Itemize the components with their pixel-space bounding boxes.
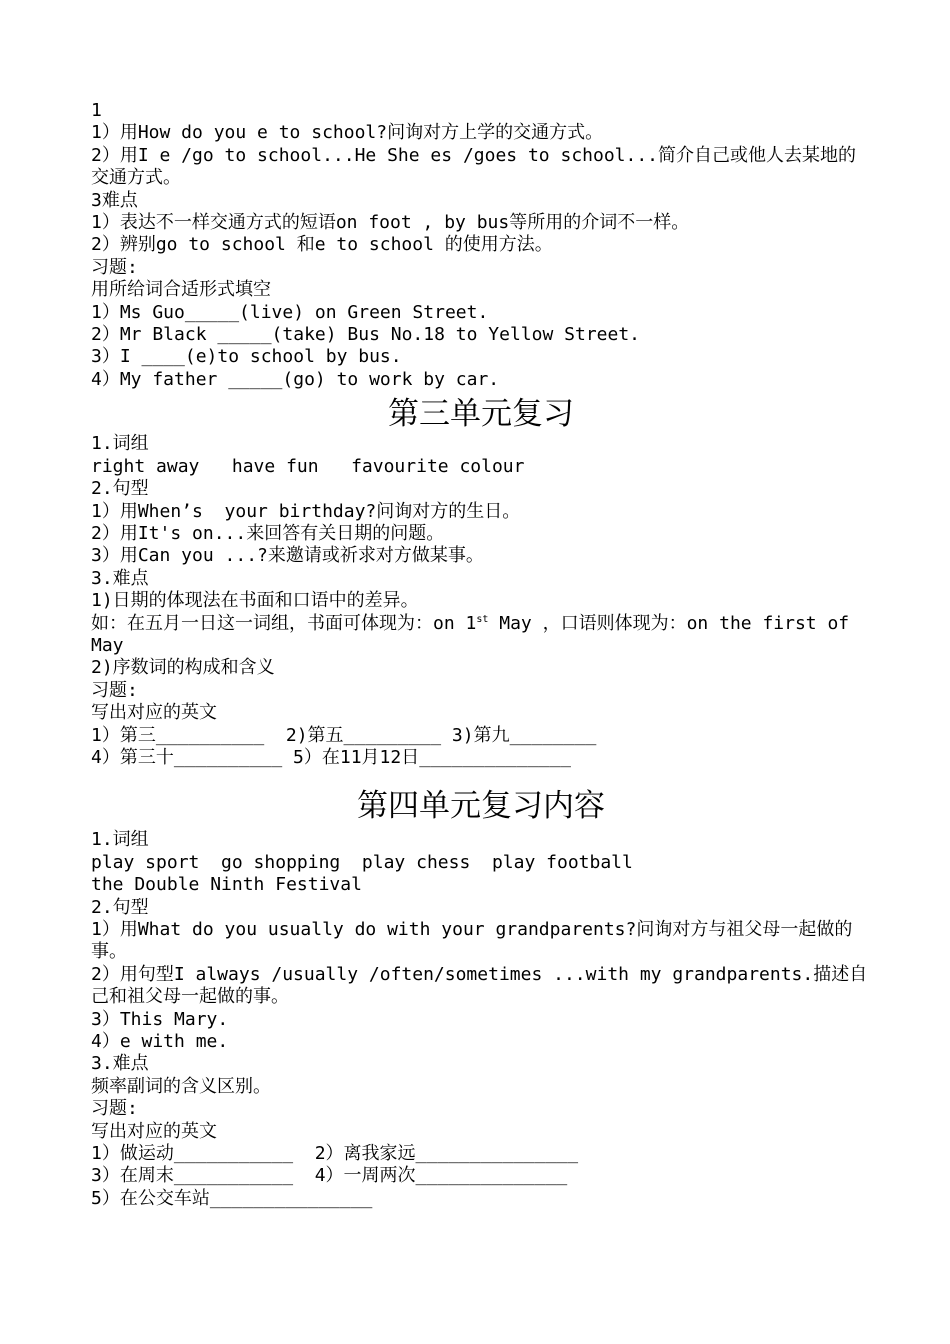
exercise-item: 3）I ____(e)to school by bus. — [91, 346, 402, 368]
exercise-instruction: 用所给词合适形式填空 — [91, 279, 271, 301]
phrases-title: 1.词组 — [91, 829, 149, 851]
sentence-pattern-1: 1）用What do you usually do with your grandparents?问询对方与祖父母一起做的事。 — [91, 919, 853, 963]
exercise-row: 3）在周末___________ 4）一周两次______________ — [91, 1165, 568, 1187]
exercise-row: 1）做运动___________ 2）离我家远_______________ — [91, 1143, 579, 1165]
exercise-row: 1）第三__________ 2)第五_________ 3)第九________ — [91, 724, 597, 746]
exercise-title: 习题: — [91, 679, 138, 701]
difficulty-title: 3.难点 — [91, 1053, 149, 1075]
exercise-instruction: 写出对应的英文 — [91, 702, 217, 724]
sentence-pattern-1: 1）用How do you e to school?问询对方上学的交通方式。 — [91, 122, 604, 144]
sentence-pattern-2: 2）用It's on...来回答有关日期的问题。 — [91, 522, 445, 544]
exercise-item: 2）Mr Black _____(take) Bus No.18 to Yellow Street. — [91, 324, 641, 346]
ordinal-superscript: st — [476, 613, 489, 625]
exercise-title: 习题: — [91, 1098, 138, 1120]
example-text: May ，口语则体现为：on the first of May — [91, 612, 860, 656]
exercise-row: 5）在公交车站_______________ — [91, 1187, 373, 1209]
sentence-pattern-3: 3）用Can you ...?来邀请或祈求对方做某事。 — [91, 545, 484, 567]
sentence-pattern-1: 1）用When’s your birthday?问询对方的生日。 — [91, 500, 521, 522]
difficulty-1: 1)日期的体现法在书面和口语中的差异。 — [91, 590, 419, 612]
exercise-title: 习题: — [91, 256, 138, 278]
exercise-row: 4）第三十__________ 5）在11月12日______________ — [91, 746, 571, 768]
difficulty-example — [91, 613, 871, 658]
phrases-list: the Double Ninth Festival — [91, 874, 362, 896]
difficulty-2: 2）辨别go to school 和e to school 的使用方法。 — [91, 234, 553, 256]
document-page — [91, 100, 871, 1210]
example-text: 如：在五月一日这一词组，书面可体现为：on 1 — [91, 612, 477, 634]
phrases-list: right away have fun favourite colour — [91, 455, 525, 477]
patterns-title: 2.句型 — [91, 478, 149, 500]
difficulty-2: 2)序数词的构成和含义 — [91, 657, 275, 679]
exercise-instruction: 写出对应的英文 — [91, 1120, 217, 1142]
difficulty-title: 3.难点 — [91, 567, 149, 589]
unit4-heading: 第四单元复习内容 — [357, 788, 605, 825]
difficulty-1: 1）表达不一样交通方式的短语on foot , by bus等所用的介词不一样。 — [91, 212, 690, 234]
section-number: 1 — [91, 100, 102, 121]
phrases-title: 1.词组 — [91, 433, 149, 455]
sentence-pattern-4: 4）e with me. — [91, 1031, 229, 1053]
phrases-list: play sport go shopping play chess play football — [91, 851, 633, 873]
exercise-item: 1）Ms Guo_____(live) on Green Street. — [91, 301, 489, 323]
difficulty-title: 3难点 — [91, 189, 138, 211]
sentence-pattern-2: 2）用句型I always /usually /often/sometimes ...with my grandparents.描述自己和祖父母一起做的事。 — [91, 963, 868, 1008]
exercise-item: 4）My father _____(go) to work by car. — [91, 368, 500, 390]
sentence-pattern-3: 3）This Mary. — [91, 1008, 229, 1030]
patterns-title: 2.句型 — [91, 896, 149, 918]
sentence-pattern-2: 2）用I e /go to school...He She es /goes to school...简介自己或他人去某地的交通方式。 — [91, 144, 857, 189]
difficulty-1: 频率副词的含义区别。 — [91, 1075, 271, 1097]
unit3-heading: 第三单元复习 — [388, 396, 574, 433]
